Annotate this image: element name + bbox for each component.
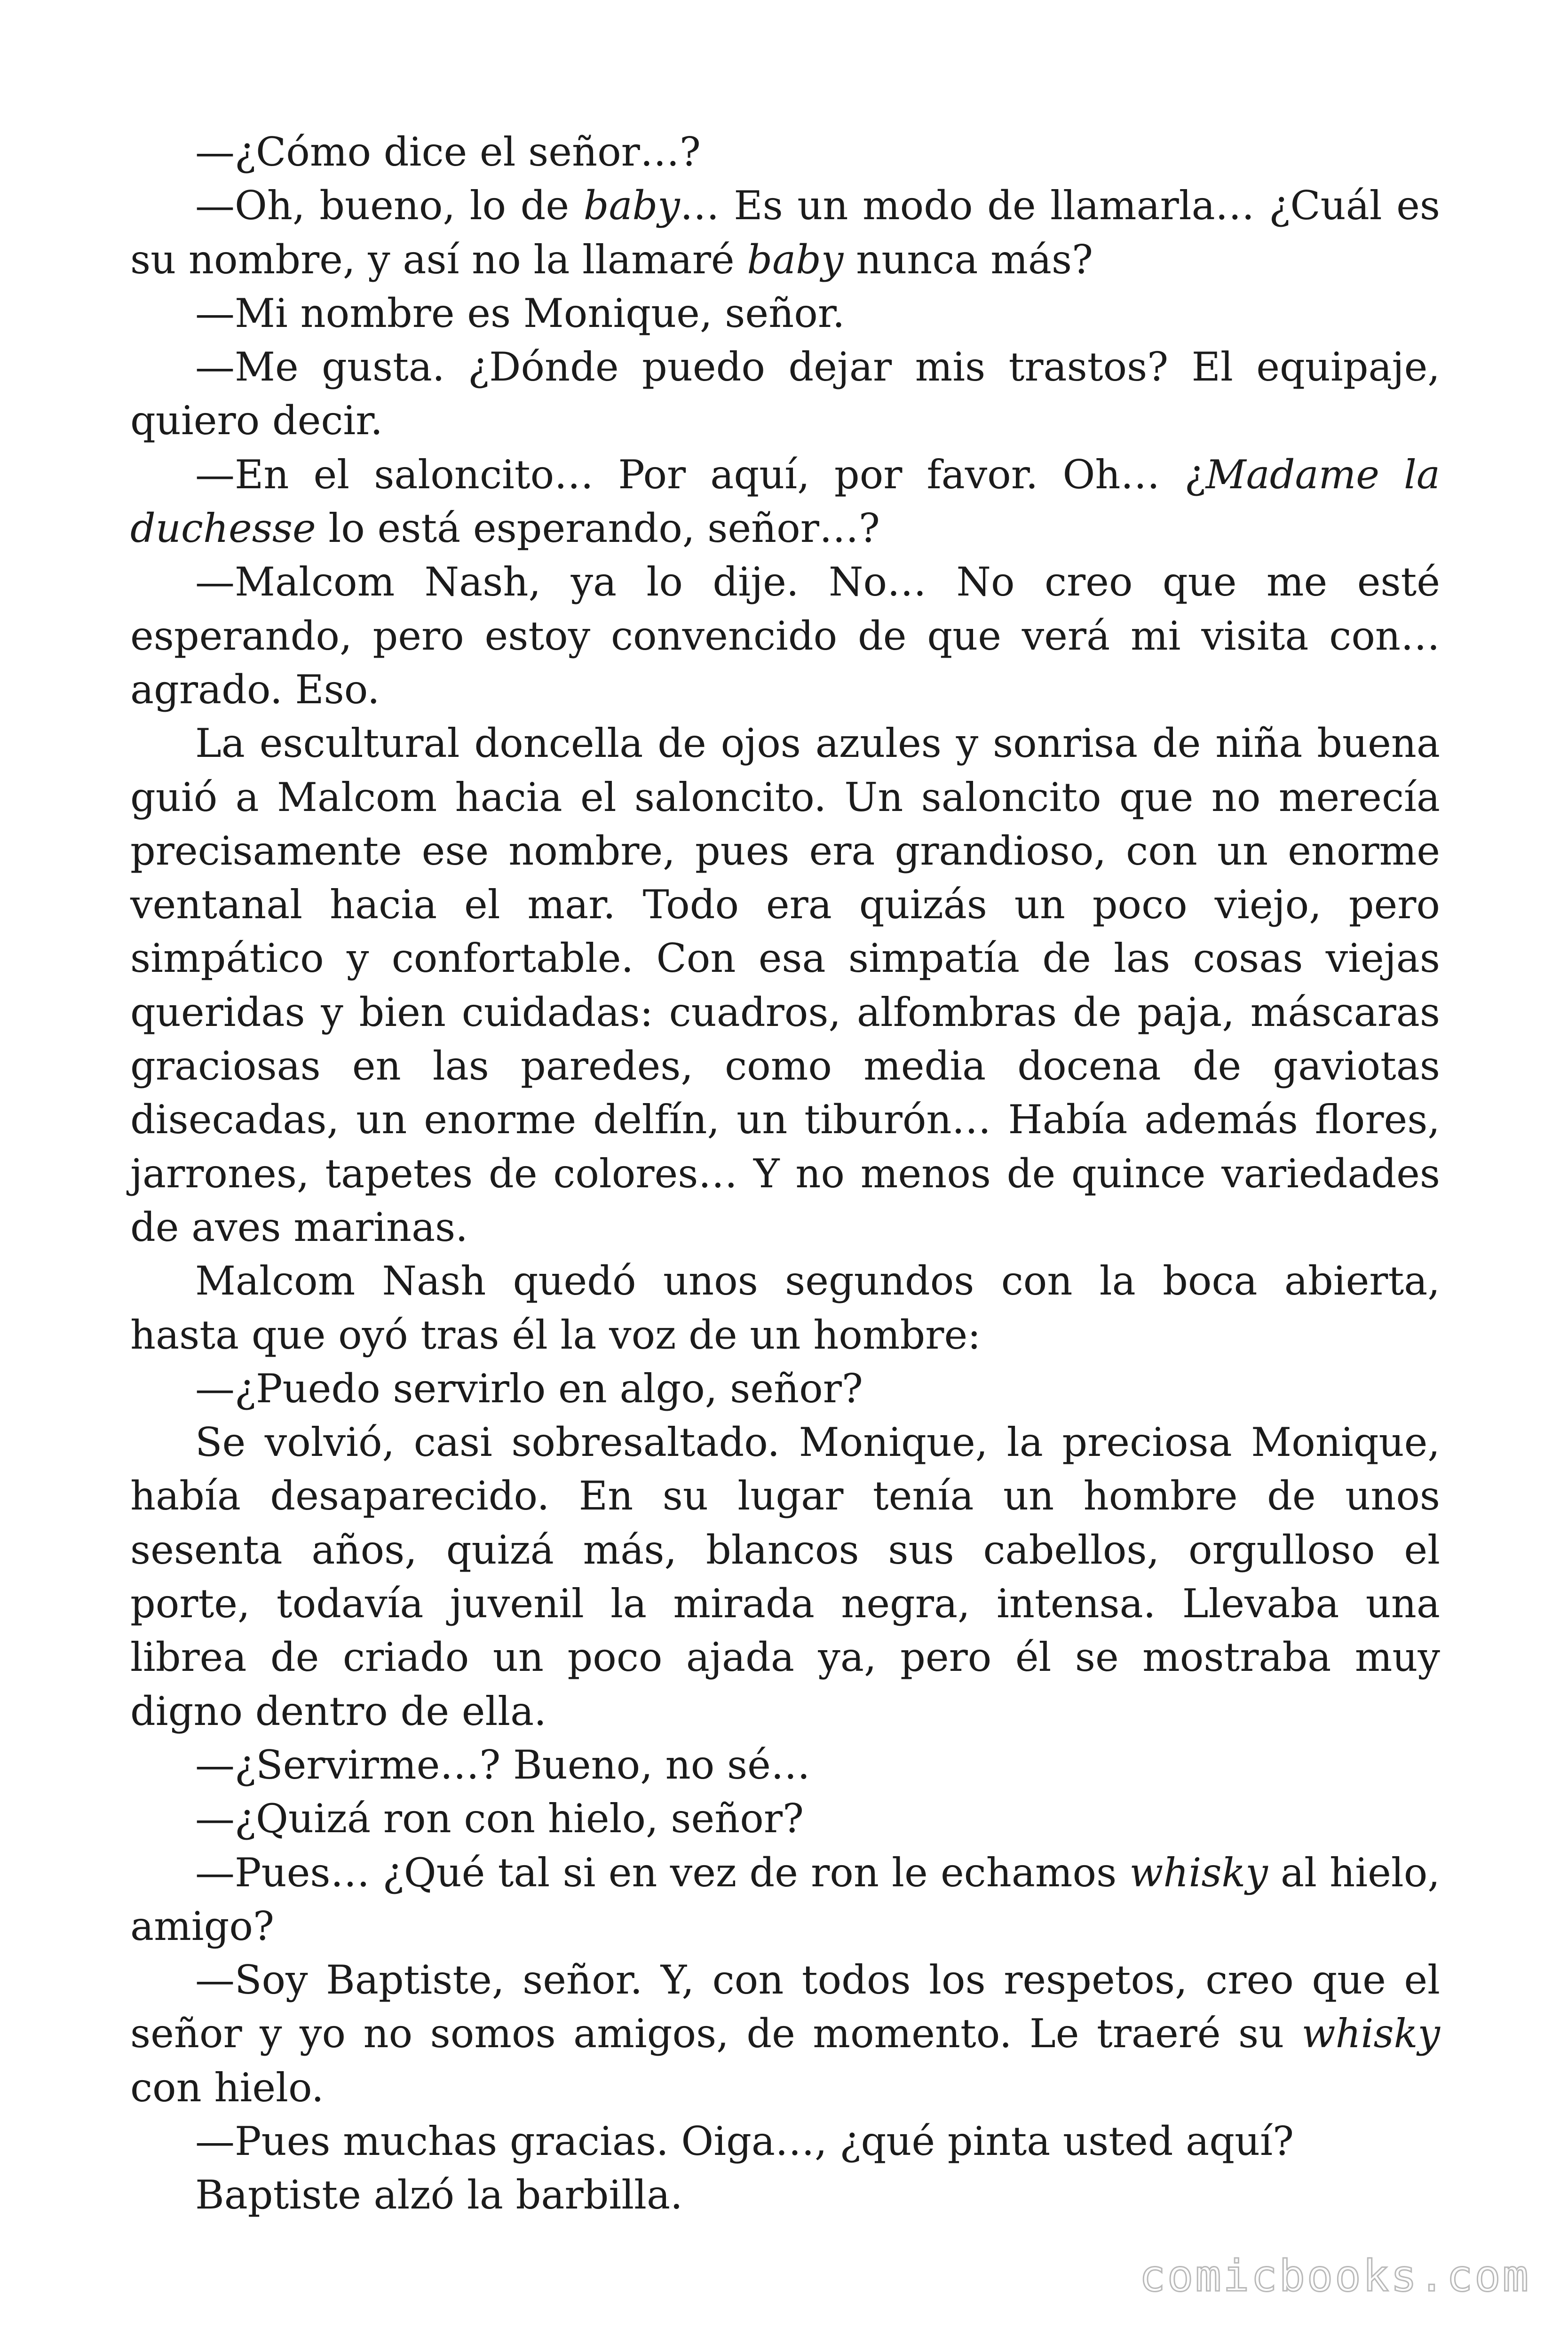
text-run: —Malcom Nash, ya lo dije. No… No creo que me esté esperando, pero estoy convencido de que verá mi visita con… agrado. Eso.: [130, 559, 1440, 713]
paragraph: [130, 2114, 1440, 2168]
text-run: —¿Puedo servirlo en algo, señor?: [195, 1365, 863, 1412]
italic-text: Madame la duchesse: [130, 451, 1440, 552]
text-run: con hielo.: [130, 2064, 324, 2111]
paragraph: [130, 1362, 1440, 1415]
text-run: La escultural doncella de ojos azules y sonrisa de niña buena guió a Malcom hacia el saloncito. Un saloncito que no merecía precisamente ese nombre, pues era grandioso, con un enorme ventanal hacia el mar. Todo era quizás un poco viejo, pero simpático y confortable. Con esa simpatía de las cosas viejas queridas y bien cuidadas: cuadros, alfombras de paja, máscaras graciosas en las paredes, como media docena de gaviotas disecadas, un enorme delfín, un tiburón… Había además flores, jarrones, tapetes de colores… Y no menos de quince variedades de aves marinas.: [130, 720, 1440, 1250]
text-run: —Me gusta. ¿Dónde puedo dejar mis trastos? El equipaje, quiero decir.: [130, 344, 1440, 444]
text-run: —Soy Baptiste, señor. Y, con todos los respetos, creo que el señor y yo no somos amigos, de momento. Le traeré su: [130, 1957, 1440, 2057]
text-run: —¿Quizá ron con hielo, señor?: [195, 1796, 804, 1842]
italic-text: baby: [583, 183, 680, 229]
paragraph: [130, 1792, 1440, 1845]
paragraph: [130, 2168, 1440, 2222]
italic-text: baby: [747, 236, 844, 283]
text-run: —Pues muchas gracias. Oiga…, ¿qué pinta usted aquí?: [195, 2118, 1294, 2164]
paragraph: [130, 716, 1440, 1254]
text-run: —Mi nombre es Monique, señor.: [195, 290, 845, 336]
text-run: —Oh, bueno, lo de: [195, 183, 584, 229]
italic-text: whisky: [1301, 2010, 1440, 2057]
paragraph: [130, 286, 1440, 340]
paragraph: [130, 1254, 1440, 1362]
text-run: Malcom Nash quedó unos segundos con la boca abierta, hasta que oyó tras él la voz de un hombre:: [130, 1258, 1440, 1358]
paragraph: [130, 448, 1440, 556]
text-run: … Es un modo de llamarla… ¿Cuál es su nombre, y así no la llamaré: [130, 183, 1440, 283]
text-run: lo está esperando, señor…?: [316, 505, 880, 552]
paragraph: [130, 179, 1440, 286]
paragraph: [130, 1846, 1440, 1954]
text-run: al hielo, amigo?: [130, 1849, 1440, 1949]
text-run: nunca más?: [843, 236, 1093, 283]
paragraph: [130, 1953, 1440, 2114]
italic-text: whisky: [1129, 1849, 1268, 1896]
paragraph: [130, 1738, 1440, 1792]
paragraph: [130, 340, 1440, 448]
watermark: comicbooks.com: [1139, 2251, 1530, 2301]
text-run: —¿Cómo dice el señor…?: [195, 129, 701, 175]
body-text: [130, 125, 1440, 2222]
paragraph: [130, 1415, 1440, 1738]
text-run: Baptiste alzó la barbilla.: [195, 2172, 683, 2218]
text-run: —Pues… ¿Qué tal si en vez de ron le echamos: [195, 1849, 1130, 1896]
text-run: Se volvió, casi sobresaltado. Monique, la preciosa Monique, había desaparecido. En su lugar tenía un hombre de unos sesenta años, quizá más, blancos sus cabellos, orgulloso el porte, todavía juvenil la mirada negra, intensa. Llevaba una librea de criado un poco ajada ya, pero él se mostraba muy digno dentro de ella.: [130, 1419, 1440, 1734]
paragraph: [130, 125, 1440, 179]
paragraph: [130, 555, 1440, 716]
text-run: —¿Servirme…? Bueno, no sé…: [195, 1741, 810, 1788]
text-run: —En el saloncito… Por aquí, por favor. Oh… ¿: [195, 451, 1206, 498]
